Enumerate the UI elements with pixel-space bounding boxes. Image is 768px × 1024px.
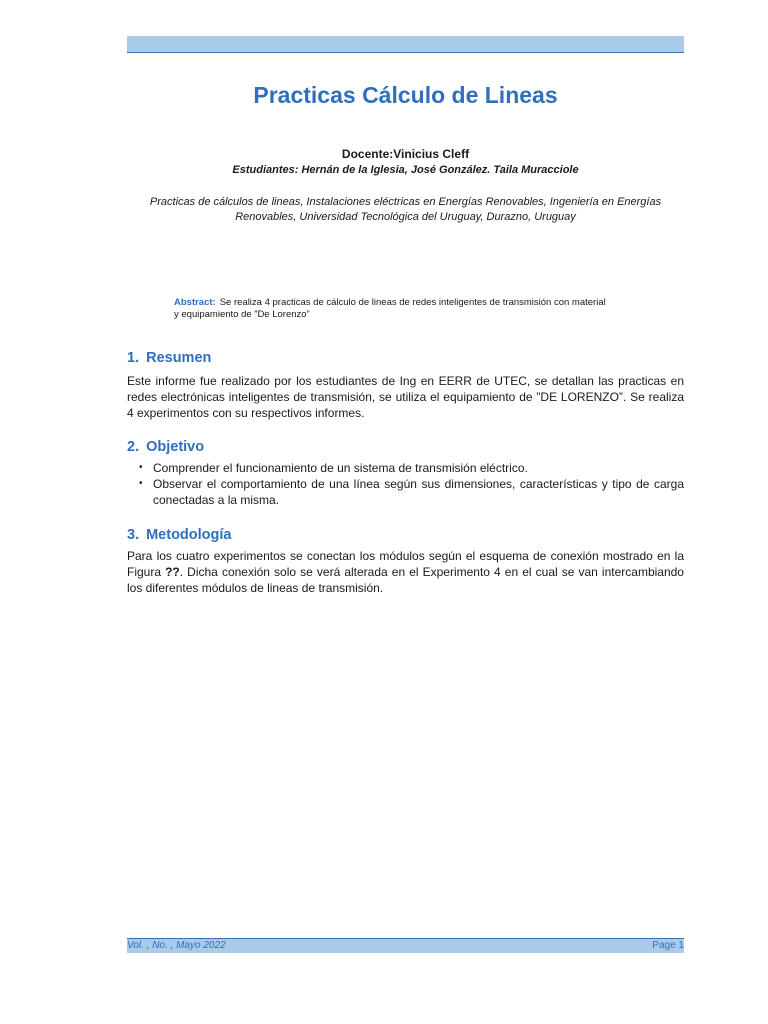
docente: Docente:Vinicius Cleff <box>341 147 470 161</box>
bullet-icon: • <box>139 462 143 473</box>
section-heading-metodologia <box>127 527 231 543</box>
section-number: 2. <box>127 439 140 455</box>
resumen-text: Este informe fue realizado por los estudiantes de Ing en EERR de UTEC, se detallan las practicas en redes electrónicas inteligentes de transmisión, se utiliza el equipamiento de ”DE LORENZO”. Se realiza 4 experimentos con su respectivos informes. <box>127 374 684 420</box>
figure-reference[interactable]: ?? <box>165 565 180 579</box>
section-title: Metodología <box>146 527 232 543</box>
list-item-text: Comprender el funcionamiento de un sistema de transmisión eléctrico. <box>153 461 528 475</box>
bullet-icon: • <box>139 478 143 489</box>
affiliation <box>127 195 684 225</box>
section-heading-objetivo <box>127 439 204 455</box>
list-item <box>127 476 684 508</box>
affiliation-line-2: Renovables, Universidad Tecnológica del Uruguay, Durazno, Uruguay <box>235 211 576 223</box>
abstract <box>174 297 644 321</box>
estudiantes: Estudiantes: Hernán de la Iglesia, José González. Taila Muracciole <box>232 164 579 176</box>
metodologia-text-part: Para los cuatro experimentos se conectan los módulos según el esquema de conexión mostrado en la Figura <box>127 549 684 579</box>
section-title: Objetivo <box>146 439 205 455</box>
abstract-label: Abstract: <box>174 297 216 308</box>
abstract-line-1: Se realiza 4 practicas de cálculo de lineas de redes inteligentes de transmisión con material <box>219 297 606 308</box>
affiliation-line-1: Practicas de cálculos de lineas, Instalaciones eléctricas en Energías Renovables, Ingeniería en Energías <box>149 196 662 208</box>
section-heading-resumen <box>127 350 211 366</box>
metodologia-text <box>127 548 684 596</box>
metodologia-text-part: . Dicha conexión solo se verá alterada en el Experimento 4 en el cual se van intercambiando los diferentes módulos de lineas de transmisión. <box>127 565 684 595</box>
abstract-line-2: y equipamiento de ”De Lorenzo” <box>174 309 310 320</box>
list-item <box>127 460 684 476</box>
list-item-text: Observar el comportamiento de una línea según sus dimensiones, características y tipo de carga conectadas a la misma. <box>153 477 684 507</box>
footer-bar <box>127 938 684 953</box>
footer-volume: Vol. , No. , Mayo 2022 <box>127 940 226 951</box>
objetivo-list <box>127 460 684 508</box>
section-number: 3. <box>127 527 140 543</box>
header-bar <box>127 36 684 53</box>
footer-page: Page 1 <box>652 940 684 951</box>
section-number: 1. <box>127 350 140 366</box>
section-title: Resumen <box>146 350 212 366</box>
page-title: Practicas Cálculo de Lineas <box>253 82 558 108</box>
